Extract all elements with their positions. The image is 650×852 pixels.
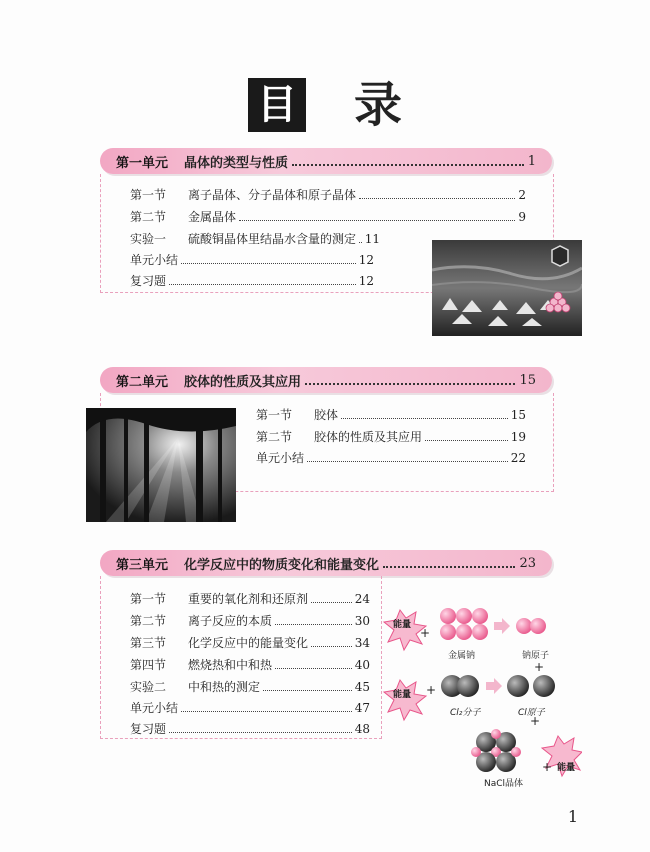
unit-2-header[interactable] (100, 367, 552, 393)
toc-entry[interactable]: 第四节 燃烧热和中和热 40 (130, 658, 370, 672)
toc-entry[interactable]: 第一节 重要的氧化剂和还原剂 24 (130, 592, 370, 606)
toc-entry[interactable]: 第三节 化学反应中的能量变化 34 (130, 636, 370, 650)
cl2-label: Cl₂分子 (450, 708, 481, 718)
sodium-atom-label: 钠原子 (522, 651, 550, 661)
toc-entry[interactable]: 第一节 胶体 15 (256, 408, 526, 422)
unit-title: 胶体的性质及其应用 (184, 374, 302, 390)
toc-entry[interactable]: 第二节 金属晶体 9 (130, 210, 526, 224)
toc-entry[interactable]: 第二节 胶体的性质及其应用 19 (256, 430, 526, 444)
forest-photo (86, 408, 236, 522)
energy-label-3: 能量 (557, 763, 576, 773)
toc-entry[interactable]: 第二节 离子反应的本质 30 (130, 614, 370, 628)
toc-entry[interactable]: 单元小结 22 (256, 451, 526, 465)
toc-entry[interactable]: 实验二 中和热的测定 45 (130, 680, 370, 694)
energy-label-2: 能量 (393, 690, 412, 700)
nacl-label: NaCl晶体 (484, 779, 524, 789)
toc-entry[interactable]: 单元小结 47 (130, 701, 370, 715)
unit-page: 1 (527, 153, 536, 169)
unit-label: 第二单元 (116, 374, 169, 390)
unit-label: 第三单元 (116, 557, 169, 573)
page-title (0, 78, 650, 132)
unit-title: 晶体的类型与性质 (184, 155, 289, 171)
toc-entry[interactable]: 复习题 48 (130, 722, 370, 736)
toc-entry[interactable]: 单元小结 12 (130, 253, 374, 267)
unit-label: 第一单元 (116, 155, 169, 171)
unit-1-header[interactable] (100, 148, 552, 174)
plus-5: + (542, 760, 553, 774)
plus-1: + (420, 626, 431, 640)
plus-2: + (534, 660, 545, 674)
toc-entry[interactable]: 复习题 12 (130, 274, 374, 288)
unit-title: 化学反应中的物质变化和能量变化 (184, 557, 380, 573)
title-char-2: 录 (353, 77, 402, 133)
toc-entry[interactable]: 实验一 硫酸铜晶体里结晶水含量的测定 11 (130, 232, 380, 246)
plus-4: + (530, 714, 541, 728)
cl-atom-label: Cl原子 (518, 708, 545, 718)
page-number: 1 (567, 807, 578, 826)
unit-page: 23 (519, 555, 536, 571)
energy-label-1: 能量 (393, 620, 412, 630)
title-char-1: 目 (248, 78, 306, 132)
unit-page: 15 (519, 372, 536, 388)
crystal-photo (432, 240, 582, 336)
sodium-metal-label: 金属钠 (448, 651, 476, 661)
unit-3-header[interactable] (100, 550, 552, 576)
toc-entry[interactable]: 第一节 离子晶体、分子晶体和原子晶体 2 (130, 188, 526, 202)
plus-3: + (426, 683, 437, 697)
